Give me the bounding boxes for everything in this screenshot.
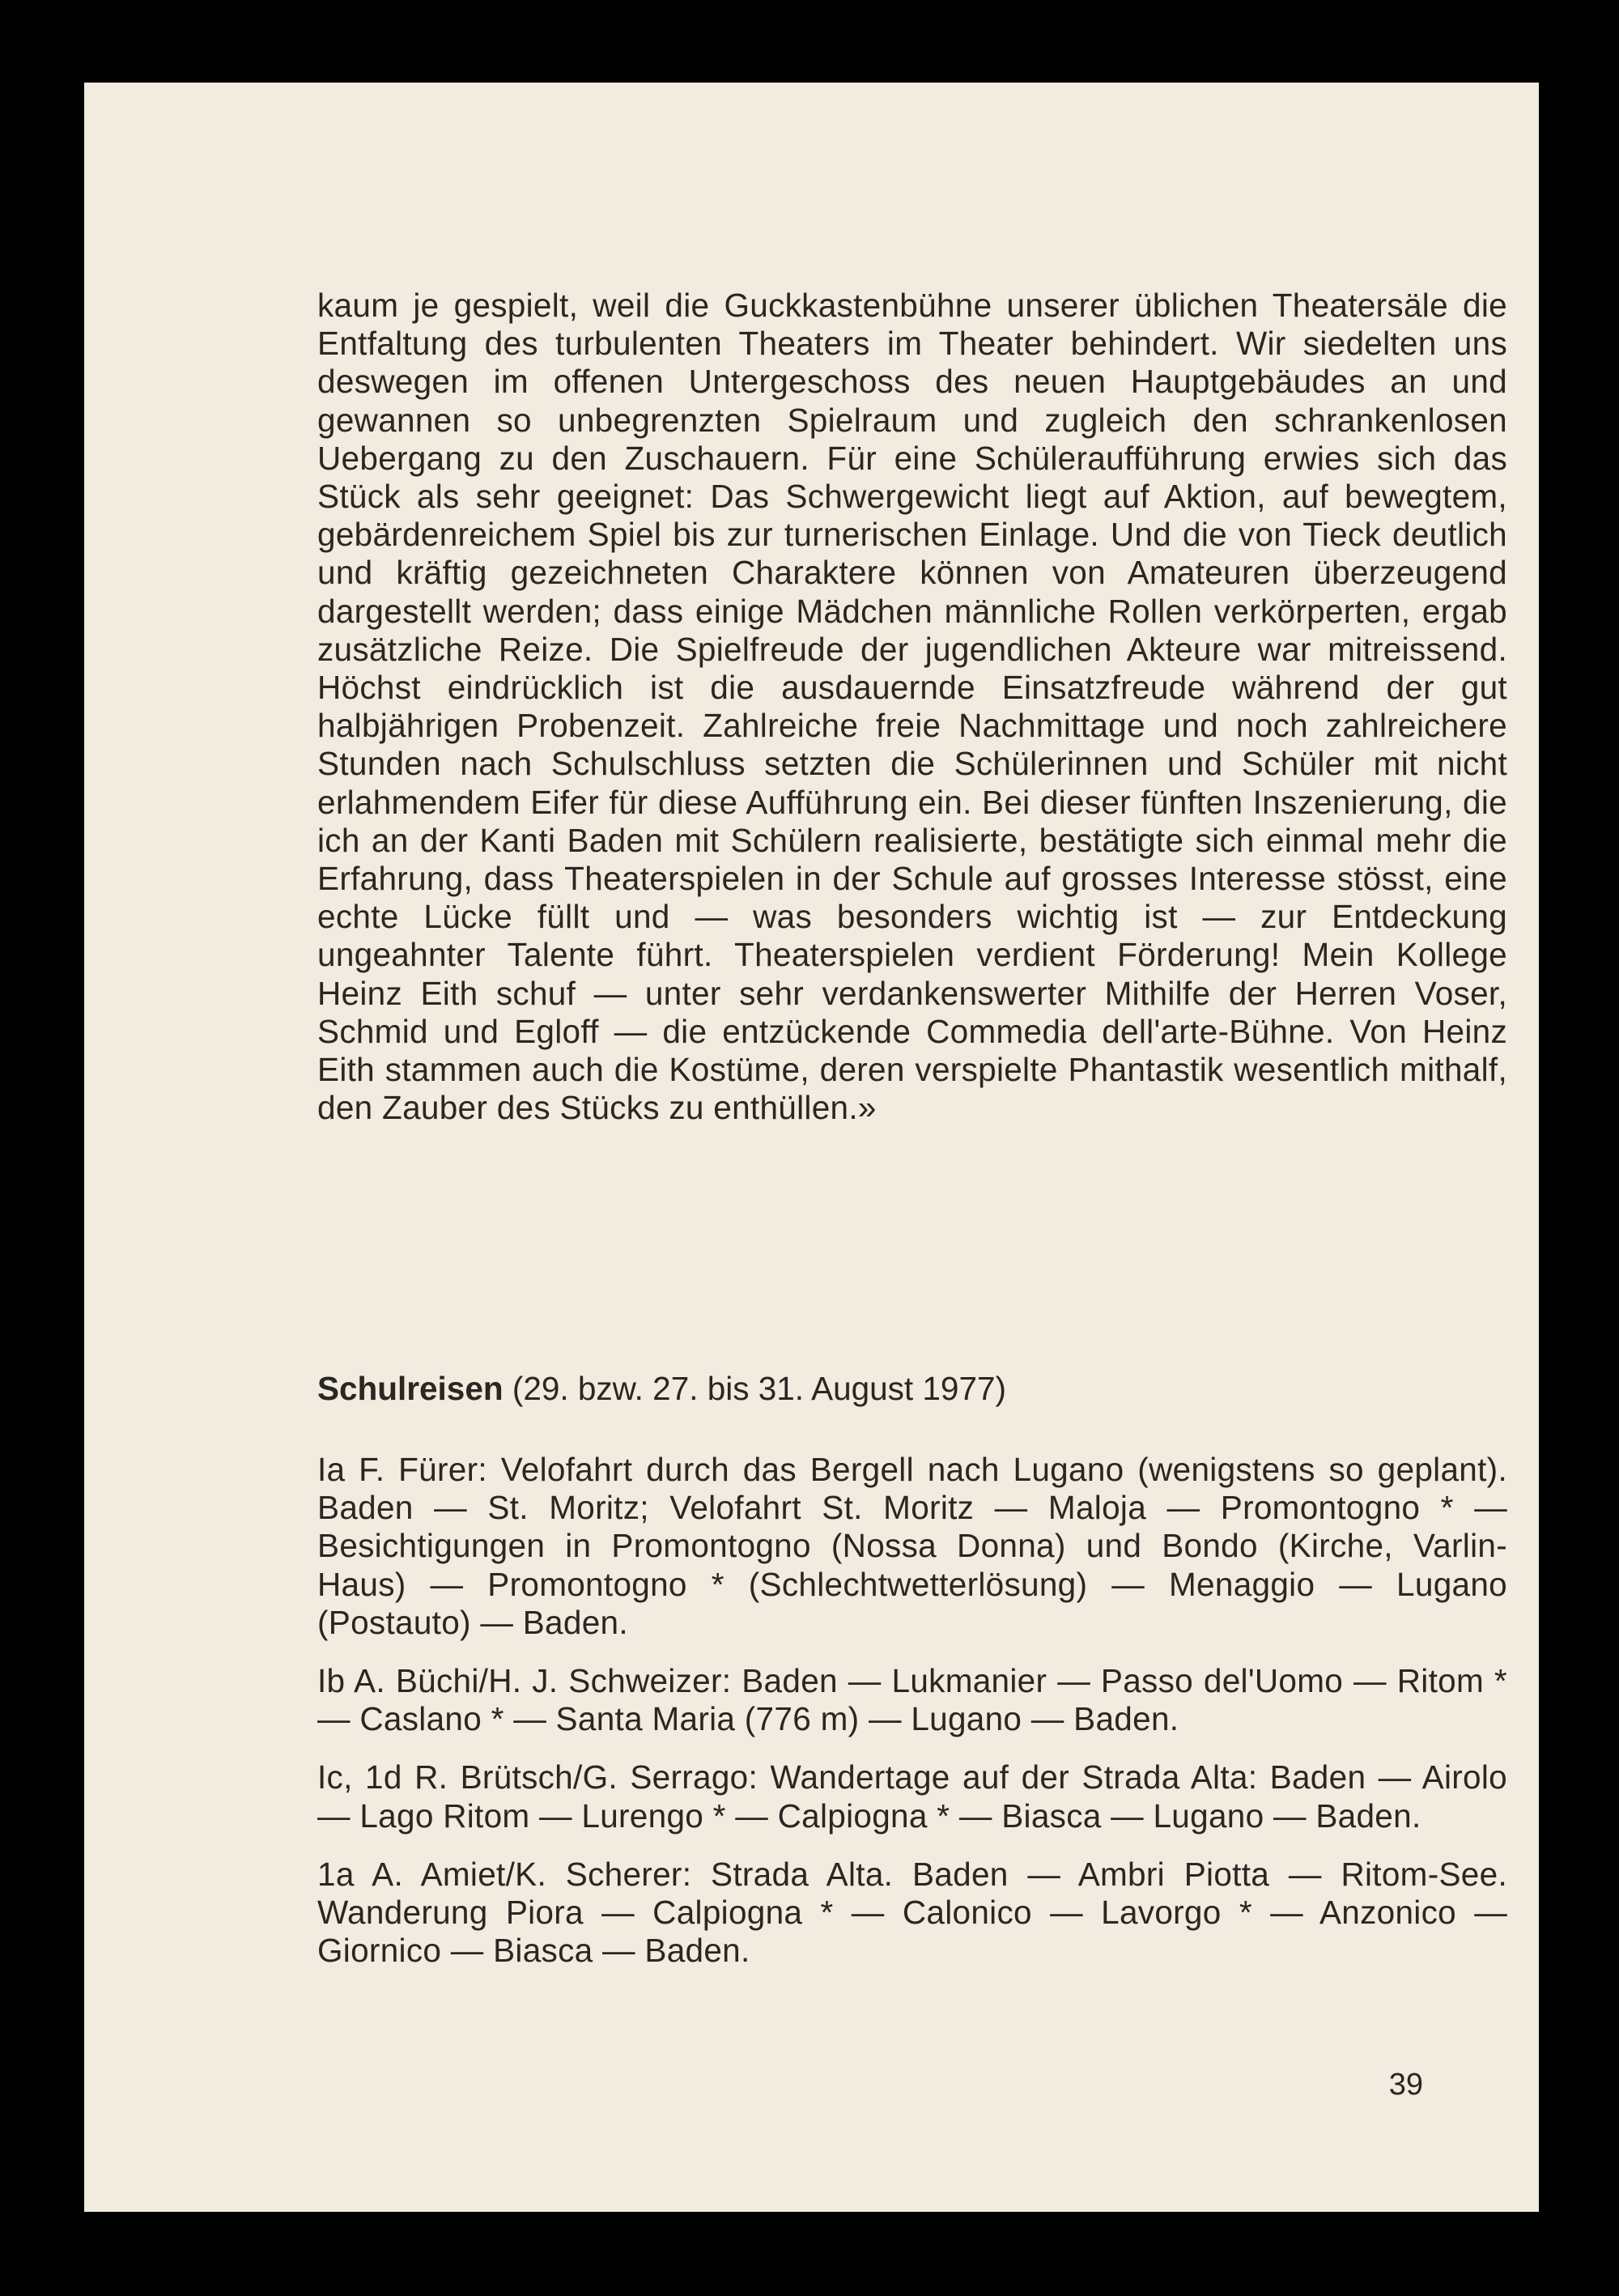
- section-title: Schulreisen: [317, 1370, 504, 1407]
- document-page: [84, 83, 1539, 2212]
- trip-entry: Ic, 1d R. Brütsch/G. Serrago: Wandertage auf der Strada Alta: Baden — Airolo — Lago Ritom — Lurengo * — Calpiogna * — Biasca — Lugano — Baden.: [317, 1758, 1507, 1835]
- trip-entry: Ib A. Büchi/H. J. Schweizer: Baden — Lukmanier — Passo del'Uomo — Ritom * — Caslano * — Santa Maria (776 m) — Lugano — Baden.: [317, 1662, 1507, 1738]
- trip-entry: Ia F. Fürer: Velofahrt durch das Bergell nach Lugano (wenigstens so geplant). Baden — St. Moritz; Velofahrt St. Moritz — Maloja — Promontogno * — Besichtigungen in Promontogno (Nossa Donna) und Bondo (Kirche, Varlin-Haus) — Promontogno * (Schlechtwetterlösung) — Menaggio — Lugano (Postauto) — Baden.: [317, 1451, 1507, 1641]
- section-heading: [317, 1370, 1507, 1408]
- section-subtitle: (29. bzw. 27. bis 31. August 1977): [503, 1370, 1006, 1407]
- trip-list: [317, 1451, 1507, 1990]
- page-number: 39: [1388, 2068, 1423, 2102]
- body-paragraph: kaum je gespielt, weil die Guckkastenbühne unserer üblichen Theatersäle die Entfaltung des turbulenten Theaters im Theater behindert. Wir siedelten uns deswegen im offenen Untergeschoss des neuen Hauptgebäudes an und gewannen so unbegrenzten Spielraum und zugleich den schrankenlosen Uebergang zu den Zuschauern. Für eine Schüleraufführung erwies sich das Stück als sehr geeignet: Das Schwergewicht liegt auf Aktion, auf bewegtem, gebärdenreichem Spiel bis zur turnerischen Einlage. Und die von Tieck deutlich und kräftig gezeichneten Charaktere können von Amateuren überzeugend dargestellt werden; dass einige Mädchen männliche Rollen verkörperten, ergab zusätzliche Reize. Die Spielfreude der jugendlichen Akteure war mitreissend. Höchst eindrücklich ist die ausdauernde Einsatzfreude während der gut halbjährigen Probenzeit. Zahlreiche freie Nachmittage und noch zahlreichere Stunden nach Schulschluss setzten die Schülerinnen und Schüler mit nicht erlahmendem Eifer für diese Aufführung ein. Bei dieser fünften Inszenierung, die ich an der Kanti Baden mit Schülern realisierte, bestätigte sich einmal mehr die Erfahrung, dass Theaterspielen in der Schule auf grosses Interesse stösst, eine echte Lücke füllt und — was besonders wichtig ist — zur Entdeckung ungeahnter Talente führt. Theaterspielen verdient Förderung! Mein Kollege Heinz Eith schuf — unter sehr verdankenswerter Mithilfe der Herren Voser, Schmid und Egloff — die entzückende Commedia dell'arte-Bühne. Von Heinz Eith stammen auch die Kostüme, deren verspielte Phantastik wesentlich mithalf, den Zauber des Stücks zu enthüllen.»: [317, 287, 1507, 1127]
- trip-entry: 1a A. Amiet/K. Scherer: Strada Alta. Baden — Ambri Piotta — Ritom-See. Wanderung Piora — Calpiogna * — Calonico — Lavorgo * — Anzonico — Giornico — Biasca — Baden.: [317, 1855, 1507, 1970]
